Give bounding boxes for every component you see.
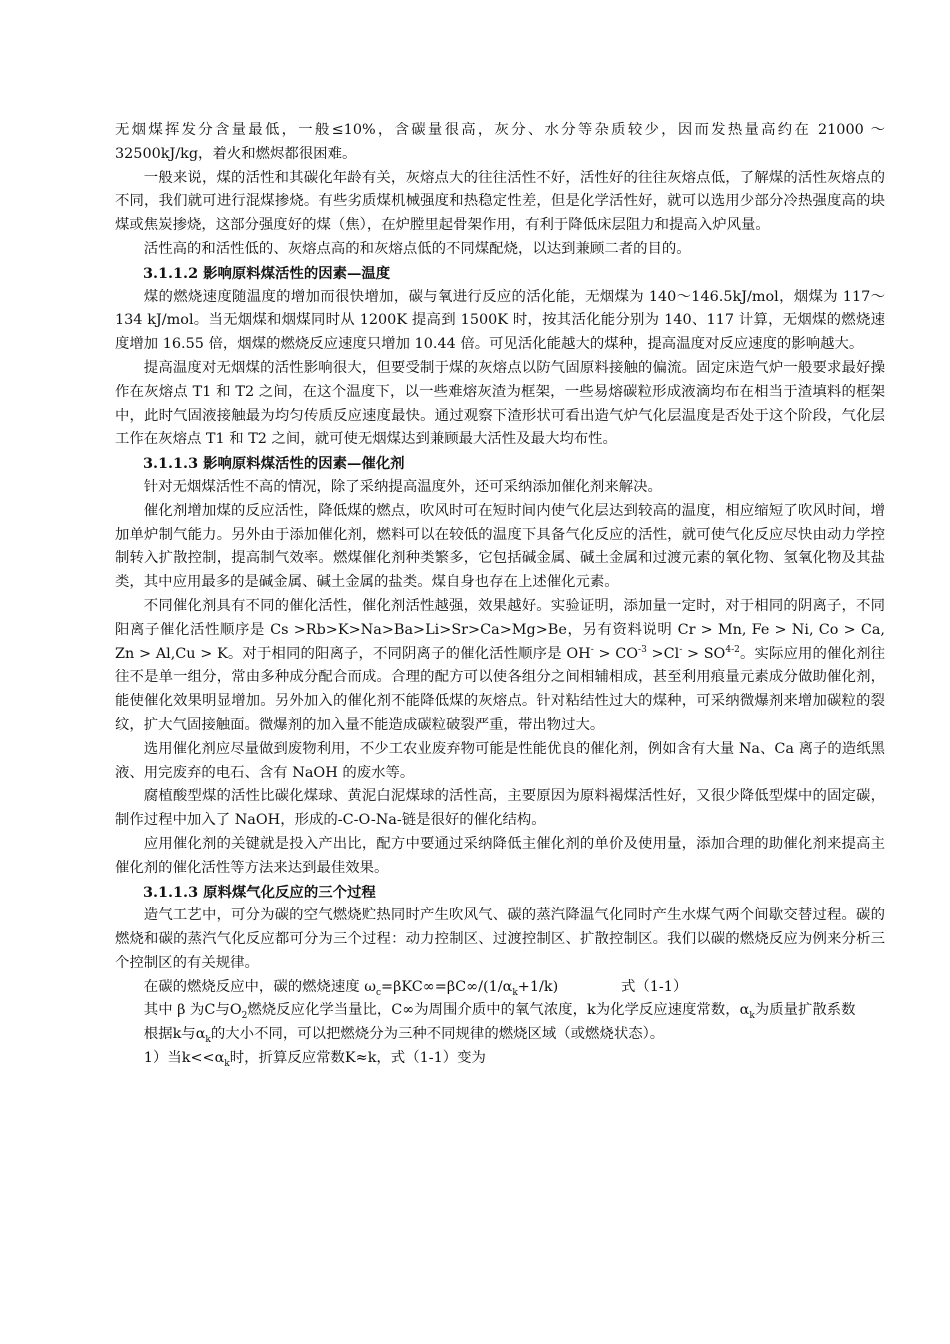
paragraph-anthracite: 无烟煤挥发分含量最低，一般≤10%，含碳量很高，灰分、水分等杂质较少，因而发热量高约在 21000 ～32500kJ/kg，着火和燃烬都很困难。 xyxy=(115,122,885,162)
paragraph-formula-terms: 其中 β 为C与$O_2$燃烧反应化学当量比，C∞为周围介质中的氧气浓度，k为化学反应速度常数，$\alpha_k$为质量扩散系数 xyxy=(143,1002,856,1022)
paragraph-gasification-process: 造气工艺中，可分为碳的空气燃烧贮热同时产生吹风气、碳的蒸汽降温气化同时产生水煤气两个间歇交替过程。碳的燃烧和碳的蒸汽气化反应都可分为三个过程：动力控制区、过渡控制区、扩散控制区。我们以碳的燃烧反应为例来分析三个控制区的有关规律。 xyxy=(115,907,885,971)
paragraph-burn-rate: 煤的燃烧速度随温度的增加而很快增加，碳与氧进行反应的活化能，无烟煤为 140～146.5kJ/mol，烟煤为 117～134 kJ/mol。当无烟煤和烟煤同时从 1200K 提高到 1500K 时，按其活化能分别为 140、117 计算，无烟煤的燃烧速度增加 16.55 倍，烟煤的燃烧反应速度只增加 10.44 倍。可见活化能越大的煤种，提高温度对反应速度的影响越大。 xyxy=(115,288,885,353)
paragraph-cost-benefit: 应用催化剂的关键就是投入产出比，配方中要通过采纳降低主催化剂的单价及使用量，添加合理的助催化剂来提高主催化剂的催化活性等方法来达到最佳效果。 xyxy=(115,835,885,876)
section-heading-catalyst: 3.1.1.3 影响原料煤活性的因素—催化剂 xyxy=(143,455,405,473)
paragraph-case-one: 1）当$k<<\alpha_k$时，折算反应常数K≈k，式（1-1）变为 xyxy=(143,1050,486,1069)
document-body xyxy=(115,119,885,1071)
section-heading-temperature: 3.1.1.2 影响原料煤活性的因素—温度 xyxy=(143,264,391,282)
paragraph-waste-catalyst: 选用催化剂应尽量做到废物利用，不少工农业废弃物可能是性能优良的催化剂，例如含有大量 Na、Ca 离子的造纸黑液、用完废弃的电石、含有 NaOH 的废水等。 xyxy=(115,740,885,781)
paragraph-combustion-regions: 根据k与$\alpha_k$的大小不同，可以把燃烧分为三种不同规律的燃烧区域（或燃烧状态）。 xyxy=(143,1026,665,1046)
paragraph-humic-briquette: 腐植酸型煤的活性比碳化煤球、黄泥白泥煤球的活性高，主要原因为原料褐煤活性好，又很少降低型煤中的固定碳，制作过程中加入了 NaOH，形成的-C-O-Na-链是很好的催化结构。 xyxy=(115,788,885,829)
paragraph-catalyst-benefit: 催化剂增加煤的反应活性，降低煤的燃点，吹风时可在短时间内使气化层达到较高的温度，相应缩短了吹风时间，增加单炉制气能力。另外由于添加催化剂，燃料可以在较低的温度下具备气化反应的活性，就可使气化反应尽快由动力学控制转入扩散控制，提高制气效率。燃煤催化剂种类繁多，它包括碱金属、碱土金属和过渡元素的氧化物、氢氧化物及其盐类，其中应用最多的是碱金属、碱土金属的盐类。煤自身也存在上述催化元素。 xyxy=(115,502,885,591)
formula-tag: 式（1-1） xyxy=(621,978,688,995)
section-heading-three-processes: 3.1.1.3 原料煤气化反应的三个过程 xyxy=(143,883,376,901)
paragraph-activity-ash: 一般来说，煤的活性和其碳化年龄有关，灰熔点大的往往活性不好，活性好的往往灰熔点低，了解煤的活性灰熔点的不同，我们就可进行混煤掺烧。有些劣质煤机械强度和热稳定性差，但是化学活性好，就可以选用少部分冷热强度高的块煤或焦炭掺烧，这部分强度好的煤（焦），在炉膛里起骨架作用，有利于降低床层阻力和提高入炉风量。 xyxy=(115,169,885,234)
paragraph-catalyst-order: 不同催化剂具有不同的催化活性，催化剂活性越强，效果越好。实验证明，添加量一定时，对于相同的阴离子，不同阳离子催化活性顺序是 Cs >Rb>K>Na>Ba>Li>Sr>Ca>Mg>Be，另有资料说明 Cr > Mn, Fe > Ni, Co > Ca, Zn > Al,Cu > K。对于相同的阳离子，不同阴离子的催化活性顺序是 $OH^- > CO^{-3} >Cl^- > SO^{4-2}$。实际应用的催化剂往往不是单一组分，常由多种成分配合而成。合理的配方可以使各组分之间相辅相成，甚至利用痕量元素成分做助催化剂，能使催化效果明显增加。另外加入的催化剂不能降低煤的灰熔点。针对粘结性过大的煤种，可采纳微爆剂来增加碳粒的裂纹，扩大气固接触面。微爆剂的加入量不能造成碳粒破裂严重，带出物过大。 xyxy=(115,597,885,733)
paragraph-blending: 活性高的和活性低的、灰熔点高的和灰熔点低的不同煤配烧，以达到兼顾二者的目的。 xyxy=(143,240,691,257)
paragraph-catalyst-intro: 针对无烟煤活性不高的情况，除了采纳提高温度外，还可采纳添加催化剂来解决。 xyxy=(143,478,662,495)
paragraph-burn-formula: 在碳的燃烧反应中，碳的燃烧速度 $\omega_c=\beta KC\infty=\beta C\infty/(1/\alpha_k+1/k)$ 式（1-1） xyxy=(115,976,885,1000)
paragraph-temperature-effect: 提高温度对无烟煤的活性影响很大，但要受制于煤的灰熔点以防气固原料接触的偏流。固定床造气炉一般要求最好操作在灰熔点 T1 和 T2 之间，在这个温度下，以一些难熔灰渣为框架，一些易熔碳粒形成液滴均布在相当于渣填料的框架中，此时气固液接触最为均匀传质反应速度最快。通过观察下渣形状可看出造气炉气化层温度是否处于这个阶段，气化层工作在灰熔点 T1 和 T2 之间，就可使无烟煤达到兼顾最大活性及最大均布性。 xyxy=(115,359,885,448)
